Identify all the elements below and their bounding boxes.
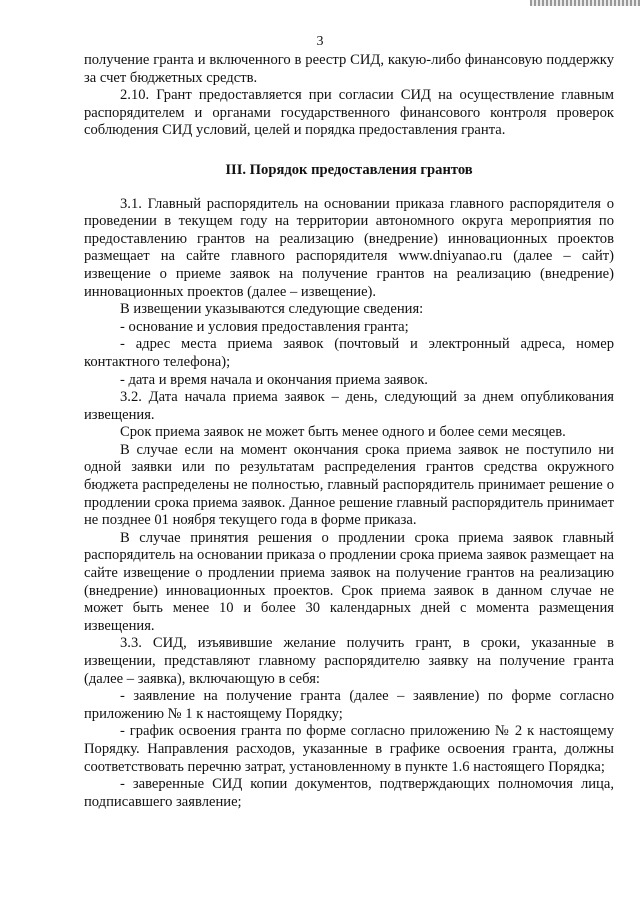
paragraph: В случае если на момент окончания срока приема заявок не поступило ни одной заявки или по результатам распределения грантов средства окружного бюджета распределены не полностью, главный распорядитель принимает решение о продлении срока приема заявок. Данное решение главный распорядитель принимает не позднее 01 ноября текущего года в форме приказа. xyxy=(84,441,614,529)
list-item: - заявление на получение гранта (далее – заявление) по форме согласно приложению № 1 к настоящему Порядку; xyxy=(84,688,614,722)
paragraph: В извещении указываются следующие сведения: xyxy=(120,301,424,318)
paragraph: Срок приема заявок не может быть менее одного и более семи месяцев. xyxy=(120,424,566,441)
paragraph: 3.1. Главный распорядитель на основании приказа главного распорядителя о проведении в текущем году на территории автономного округа мероприятия по предоставлению грантов на реализацию (внедрение) инновационных проектов размещает на сайте главного распорядителя www.dniyanao.ru (далее – сайт) извещение о приеме заявок на получение грантов на реализацию (внедрение) инновационных проектов (далее – извещение). xyxy=(84,195,614,300)
section-heading: III. Порядок предоставления грантов xyxy=(225,161,473,178)
list-item: - адрес места приема заявок (почтовый и электронный адреса, номер контактного телефона); xyxy=(84,336,614,370)
paragraph: 3.3. СИД, изъявившие желание получить грант, в сроки, указанные в извещении, представляют главному распорядителю заявку на получение гранта (далее – заявка), включающую в себя: xyxy=(84,635,614,687)
list-item: - заверенные СИД копии документов, подтверждающих полномочия лица, подписавшего заявление; xyxy=(84,776,614,810)
scan-corner-mark xyxy=(530,0,640,6)
paragraph: 2.10. Грант предоставляется при согласии СИД на осуществление главным распорядителем и органами государственного финансового контроля проверок соблюдения СИД условий, целей и порядка предоставления гранта. xyxy=(84,87,614,139)
document-body xyxy=(84,52,614,811)
page-number: 3 xyxy=(316,34,324,49)
list-item: - дата и время начала и окончания приема заявок. xyxy=(120,371,428,388)
paragraph: 3.2. Дата начала приема заявок – день, следующий за днем опубликования извещения. xyxy=(84,389,614,423)
list-item: - основание и условия предоставления гранта; xyxy=(120,318,409,335)
list-item: - график освоения гранта по форме согласно приложению № 2 к настоящему Порядку. Направления расходов, указанные в графике освоения гранта, должны соответствовать перечню затрат, установленному в пункте 1.6 настоящего Порядка; xyxy=(84,723,614,775)
paragraph: получение гранта и включенного в реестр СИД, какую-либо финансовую поддержку за счет бюджетных средств. xyxy=(84,52,614,86)
paragraph: В случае принятия решения о продлении срока приема заявок главный распорядитель на основании приказа о продлении срока приема заявок размещает на сайте извещение о продлении приема заявок на получение грантов на реализацию (внедрение) инновационных проектов. Срок приема заявок в данном случае не может быть менее 10 и более 30 календарных дней с момента размещения извещения. xyxy=(84,529,614,634)
